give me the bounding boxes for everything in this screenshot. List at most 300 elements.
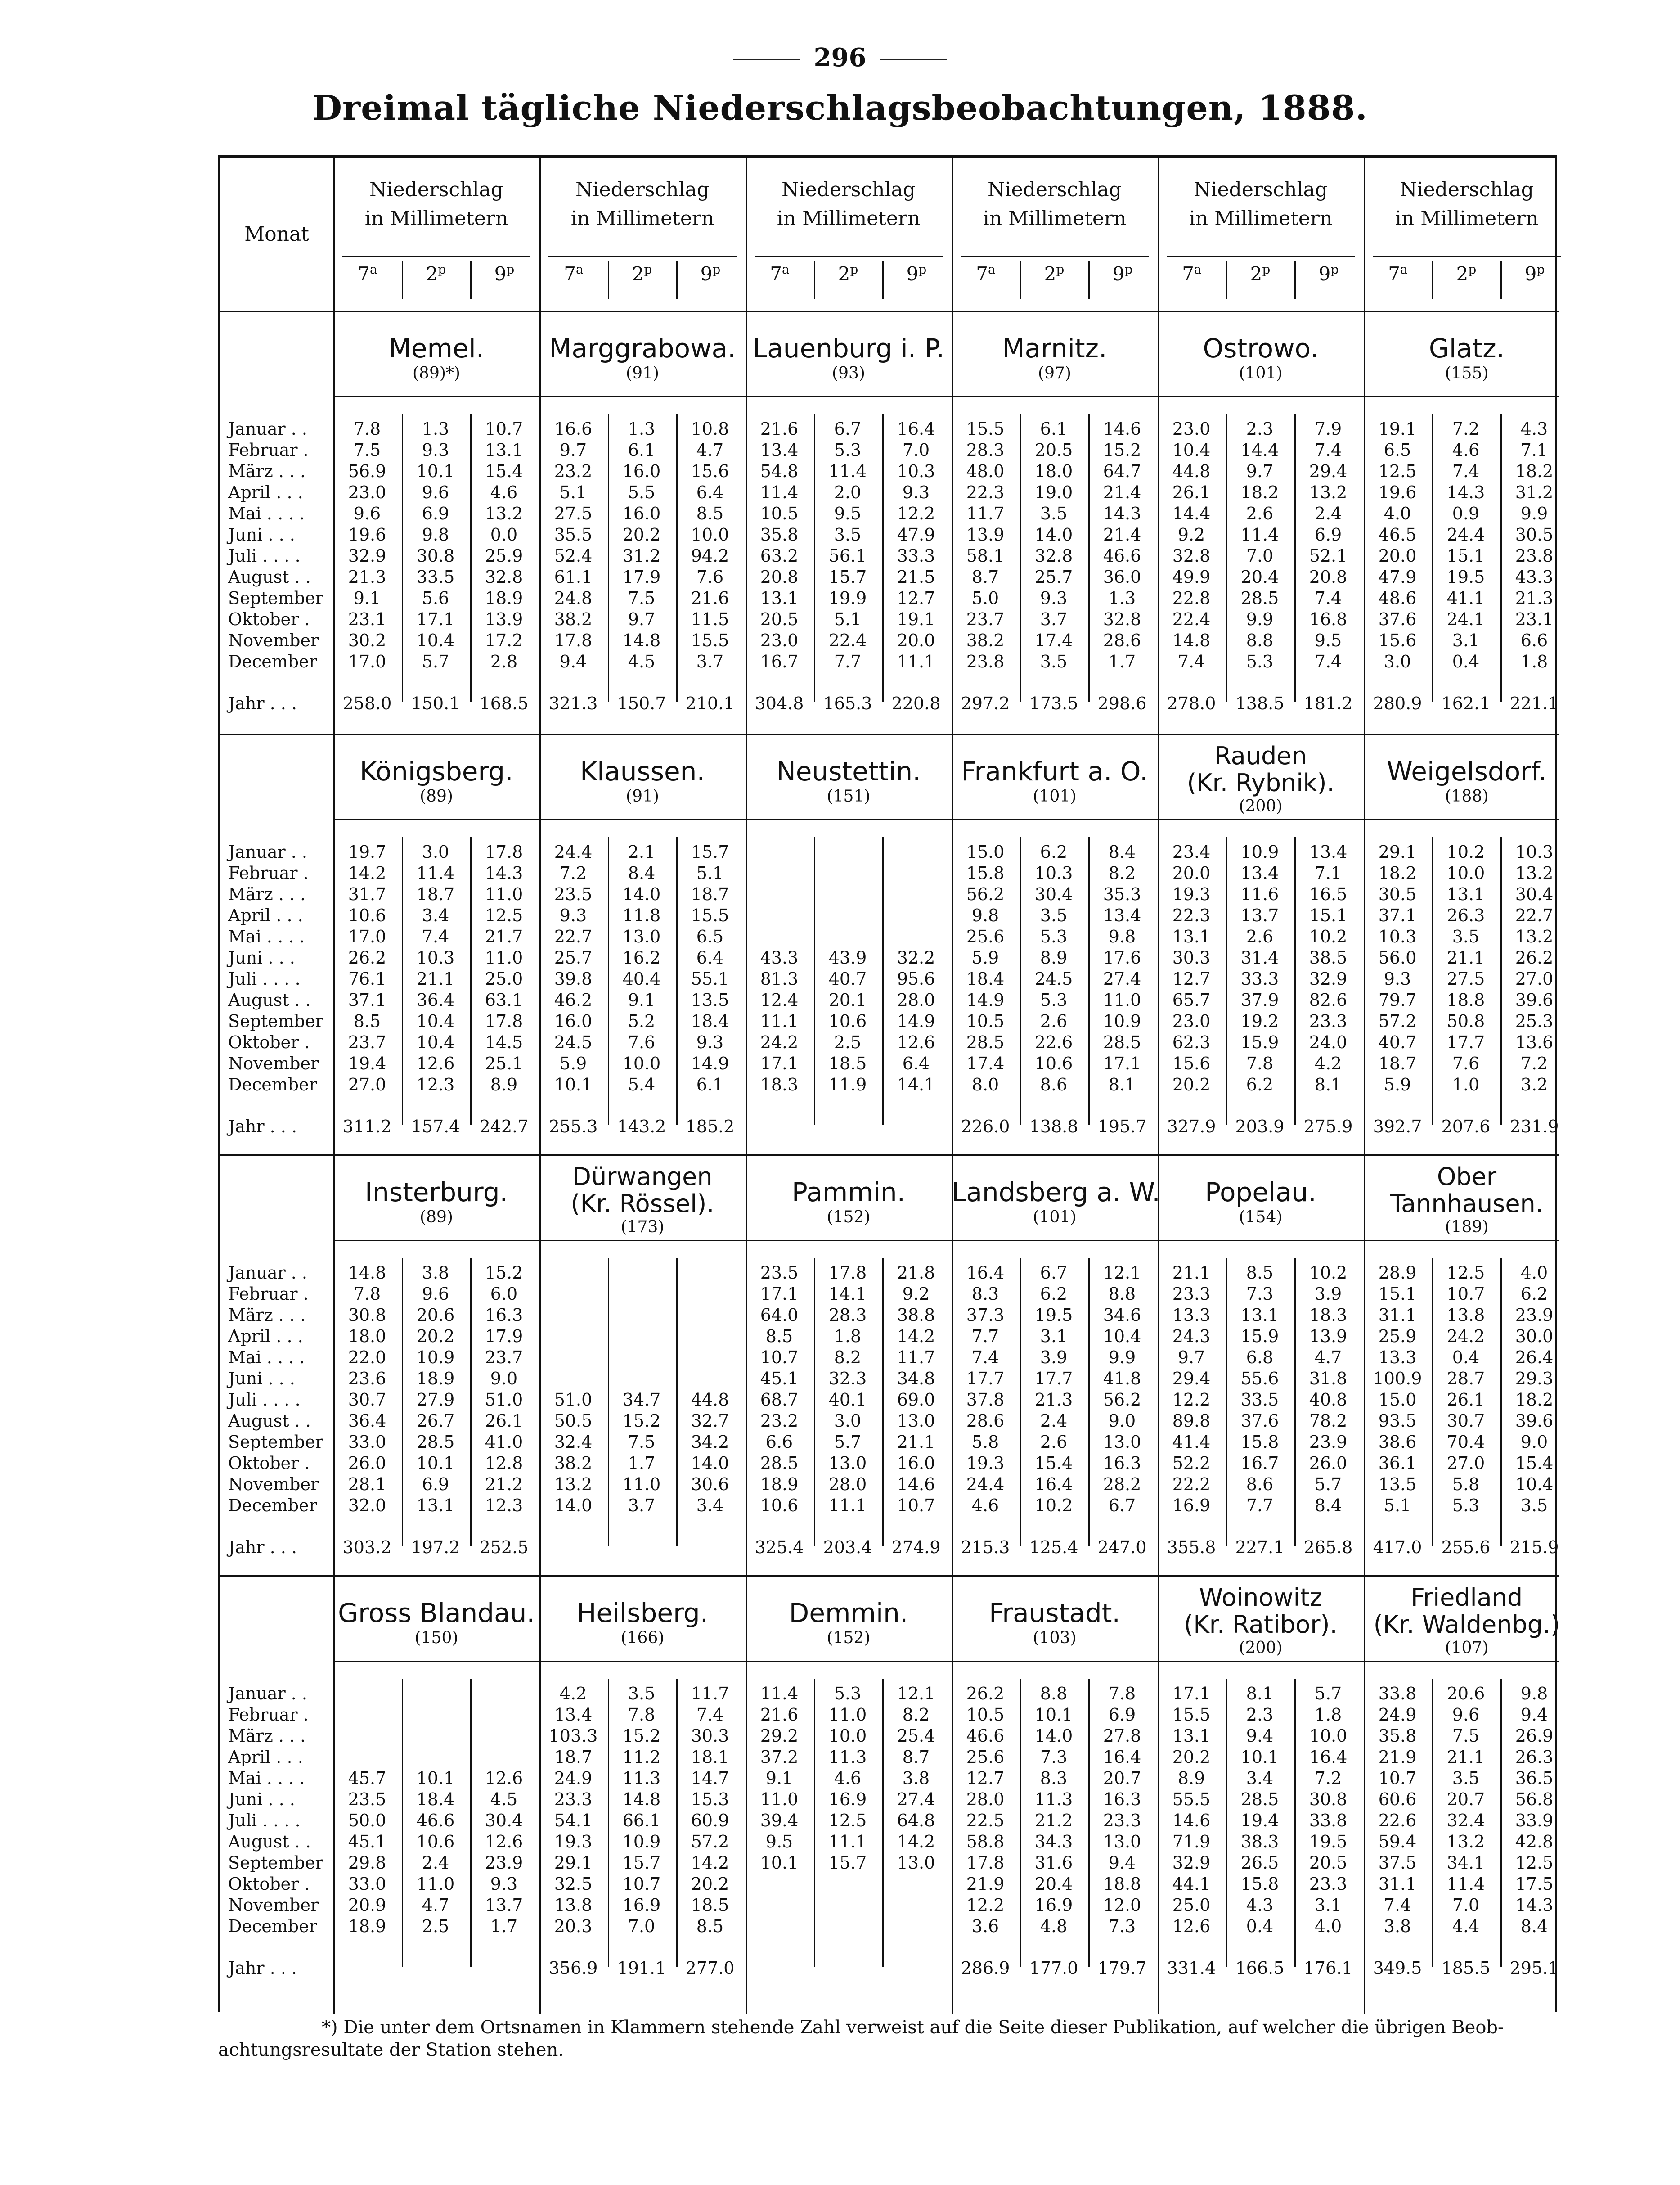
value-cell: 14.8 [348, 1263, 386, 1283]
month-label: Februar . [228, 1284, 309, 1304]
value-cell: 32.9 [348, 546, 386, 566]
value-cell: 23.3 [554, 1789, 593, 1809]
value-cell: 8.1 [1108, 1075, 1136, 1095]
value-cell: 0.0 [490, 525, 518, 545]
niederschlag-header [1364, 176, 1570, 233]
month-label: März . . . [228, 1726, 306, 1746]
value-cell: 17.0 [348, 927, 386, 946]
value-cell: 31.7 [348, 884, 386, 904]
value-cell: 8.1 [1246, 1684, 1274, 1703]
unit-label: in Millimetern [777, 207, 921, 230]
niederschlag-label: Niederschlag [988, 178, 1122, 201]
value-cell: 15.4 [1515, 1453, 1554, 1473]
column-header: 7$^a$ [1182, 262, 1202, 285]
station-name: Fraustadt. [989, 1598, 1120, 1628]
value-cell: 7.4 [1177, 652, 1205, 671]
value-cell: 10.7 [760, 1347, 799, 1367]
value-cell: 55.1 [691, 969, 729, 989]
value-cell: 13.7 [1240, 906, 1279, 925]
value-cell: 11.4 [1446, 1874, 1485, 1894]
station-header [1364, 756, 1570, 806]
value-cell: 12.5 [1446, 1263, 1485, 1283]
value-cell: 14.2 [897, 1326, 935, 1346]
value-cell: 14.7 [691, 1768, 729, 1788]
value-cell: 13.8 [1446, 1305, 1485, 1325]
value-cell: 14.0 [691, 1453, 729, 1473]
value-cell: 9.9 [1246, 609, 1274, 629]
value-cell: 33.5 [1240, 1390, 1279, 1410]
value-cell: 12.8 [485, 1453, 523, 1473]
value-cell: 10.8 [691, 419, 729, 439]
value-cell: 20.8 [1309, 567, 1348, 587]
station-label-rule [333, 819, 1559, 820]
month-label: December [228, 1496, 317, 1515]
value-cell: 10.4 [1515, 1474, 1554, 1494]
year-total-cell: 177.0 [1029, 1958, 1078, 1978]
value-cell: 56.0 [1378, 948, 1417, 968]
value-cell: 7.4 [422, 927, 449, 946]
value-cell: 32.5 [554, 1874, 593, 1894]
value-cell: 10.7 [622, 1874, 661, 1894]
value-cell: 26.9 [1515, 1726, 1554, 1746]
year-total-cell: 207.6 [1441, 1117, 1491, 1136]
station-header [539, 1163, 746, 1237]
niederschlag-label: Niederschlag [782, 178, 916, 201]
value-cell: 10.2 [1309, 1263, 1348, 1283]
value-cell: 17.4 [1034, 631, 1073, 650]
station-header [1364, 1163, 1570, 1237]
value-cell: 12.5 [1378, 461, 1417, 481]
year-total-cell: 138.5 [1235, 694, 1285, 713]
value-cell: 10.6 [348, 906, 386, 925]
month-label: April . . . [228, 1747, 303, 1767]
value-cell: 34.3 [1034, 1832, 1073, 1852]
station-page-ref: (89) [420, 787, 453, 806]
value-cell: 20.0 [1172, 863, 1211, 883]
value-cell: 26.1 [485, 1411, 523, 1431]
value-cell: 10.1 [1034, 1705, 1073, 1725]
value-cell: 23.4 [1172, 842, 1211, 862]
station-page-ref: (155) [1445, 364, 1489, 383]
value-cell: 10.5 [966, 1011, 1005, 1031]
value-cell: 8.5 [1246, 1263, 1274, 1283]
value-cell: 5.3 [1452, 1496, 1480, 1515]
value-cell: 7.1 [1520, 440, 1548, 460]
value-cell: 12.1 [897, 1684, 935, 1703]
value-cell: 30.4 [1034, 884, 1073, 904]
value-cell: 23.0 [348, 482, 386, 502]
value-cell: 24.4 [966, 1474, 1005, 1494]
monat-header: Monat [244, 223, 309, 246]
column-header: 2$^p$ [632, 262, 652, 285]
year-label: Jahr . . . [228, 1958, 297, 1978]
value-cell: 29.2 [760, 1726, 799, 1746]
value-cell: 46.2 [554, 990, 593, 1010]
value-cell: 10.5 [760, 504, 799, 523]
station-page-ref: (173) [620, 1218, 665, 1236]
month-label: Juli . . . . [228, 1390, 301, 1410]
value-cell: 16.9 [828, 1789, 867, 1809]
niederschlag-header [952, 176, 1158, 233]
value-cell: 29.4 [1309, 461, 1348, 481]
value-cell: 15.8 [966, 863, 1005, 883]
year-total-cell: 265.8 [1303, 1537, 1353, 1557]
value-cell: 28.3 [966, 440, 1005, 460]
value-cell: 32.8 [1034, 546, 1073, 566]
value-cell: 38.5 [1309, 948, 1348, 968]
value-cell: 33.9 [1515, 1811, 1554, 1830]
value-cell: 26.0 [1309, 1453, 1348, 1473]
unit-label: in Millimetern [364, 207, 508, 230]
value-cell: 9.3 [1040, 588, 1068, 608]
value-cell: 15.7 [622, 1853, 661, 1873]
year-total-cell: 197.2 [411, 1537, 460, 1557]
value-cell: 30.2 [348, 631, 386, 650]
value-cell: 3.8 [1384, 1916, 1411, 1936]
year-total-cell: 311.2 [342, 1117, 392, 1136]
station-page-ref: (89)*) [413, 364, 460, 383]
year-total-cell: 143.2 [617, 1117, 666, 1136]
year-total-cell: 231.9 [1509, 1117, 1559, 1136]
value-cell: 20.7 [1103, 1768, 1141, 1788]
value-cell: 14.3 [485, 863, 523, 883]
value-cell: 9.2 [902, 1284, 930, 1304]
value-cell: 9.9 [1520, 504, 1548, 523]
value-cell: 3.5 [1040, 504, 1068, 523]
value-cell: 10.3 [1515, 842, 1554, 862]
column-header: 7$^a$ [770, 262, 790, 285]
value-cell: 60.9 [691, 1811, 729, 1830]
value-cell: 3.8 [422, 1263, 449, 1283]
year-total-cell: 356.9 [548, 1958, 598, 1978]
value-cell: 11.3 [1034, 1789, 1073, 1809]
station-name: Dürwangen [572, 1162, 713, 1191]
value-cell: 21.7 [485, 927, 523, 946]
value-cell: 33.0 [348, 1874, 386, 1894]
value-cell: 13.2 [1515, 863, 1554, 883]
value-cell: 10.1 [416, 1453, 455, 1473]
value-cell: 13.2 [485, 504, 523, 523]
value-cell: 14.3 [1446, 482, 1485, 502]
value-cell: 26.7 [416, 1411, 455, 1431]
month-label: Februar . [228, 863, 309, 883]
value-cell: 27.0 [1515, 969, 1554, 989]
station-page-ref: (152) [827, 1208, 871, 1226]
value-cell: 24.5 [1034, 969, 1073, 989]
value-cell: 13.4 [1240, 863, 1279, 883]
value-cell: 3.7 [628, 1496, 656, 1515]
value-cell: 14.9 [966, 990, 1005, 1010]
value-cell: 7.2 [1314, 1768, 1342, 1788]
value-cell: 4.2 [1314, 1054, 1342, 1073]
value-cell: 9.1 [628, 990, 656, 1010]
value-cell: 56.1 [828, 546, 867, 566]
year-total-cell: 221.1 [1509, 694, 1559, 713]
value-cell: 12.6 [897, 1032, 935, 1052]
value-cell: 7.7 [834, 652, 862, 671]
value-cell: 3.0 [834, 1411, 862, 1431]
year-total-cell: 325.4 [755, 1537, 804, 1557]
value-cell: 26.2 [966, 1684, 1005, 1703]
value-cell: 1.8 [1520, 652, 1548, 671]
value-cell: 93.5 [1378, 1411, 1417, 1431]
value-cell: 1.3 [628, 419, 656, 439]
value-cell: 41.1 [1446, 588, 1485, 608]
value-cell: 10.4 [416, 631, 455, 650]
value-cell: 14.6 [897, 1474, 935, 1494]
value-cell: 9.7 [559, 440, 587, 460]
value-cell: 12.2 [897, 504, 935, 523]
value-cell: 17.4 [966, 1054, 1005, 1073]
value-cell: 20.4 [1240, 567, 1279, 587]
value-cell: 15.7 [691, 842, 729, 862]
station-header [952, 333, 1158, 383]
value-cell: 52.2 [1172, 1453, 1211, 1473]
value-cell: 11.3 [828, 1747, 867, 1767]
station-header [333, 1598, 539, 1648]
value-cell: 27.9 [416, 1390, 455, 1410]
value-cell: 37.1 [348, 990, 386, 1010]
value-cell: 40.7 [828, 969, 867, 989]
value-cell: 17.1 [760, 1284, 799, 1304]
station-page-ref: (97) [1038, 364, 1071, 383]
value-cell: 29.3 [1515, 1369, 1554, 1388]
value-cell: 20.2 [1172, 1075, 1211, 1095]
station-name: Ostrowo. [1203, 333, 1319, 364]
column-header: 9$^p$ [1318, 262, 1339, 285]
value-cell: 25.0 [1172, 1895, 1211, 1915]
station-name: Glatz. [1428, 333, 1505, 364]
value-cell: 4.3 [1520, 419, 1548, 439]
value-cell: 94.2 [691, 546, 729, 566]
value-cell: 3.5 [1520, 1496, 1548, 1515]
value-cell: 13.4 [554, 1705, 593, 1725]
value-cell: 29.1 [1378, 842, 1417, 862]
value-cell: 14.2 [691, 1853, 729, 1873]
value-cell: 16.4 [1309, 1747, 1348, 1767]
value-cell: 55.5 [1172, 1789, 1211, 1809]
value-cell: 37.6 [1240, 1411, 1279, 1431]
value-cell: 5.9 [559, 1054, 587, 1073]
value-cell: 51.0 [485, 1390, 523, 1410]
station-page-ref: (188) [1445, 787, 1489, 806]
value-cell: 79.7 [1378, 990, 1417, 1010]
station-page-ref: (152) [827, 1629, 871, 1647]
subheader-rule [1167, 256, 1355, 257]
month-label: Mai . . . . [228, 1347, 305, 1367]
value-cell: 12.6 [485, 1768, 523, 1788]
value-cell: 2.0 [834, 482, 862, 502]
value-cell: 7.8 [353, 1284, 381, 1304]
value-cell: 13.2 [554, 1474, 593, 1494]
value-cell: 13.9 [966, 525, 1005, 545]
value-cell: 61.1 [554, 567, 593, 587]
value-cell: 32.8 [1172, 546, 1211, 566]
value-cell: 8.4 [1314, 1496, 1342, 1515]
value-cell: 42.8 [1515, 1832, 1554, 1852]
value-cell: 103.3 [548, 1726, 598, 1746]
value-cell: 9.8 [422, 525, 449, 545]
value-cell: 46.6 [416, 1811, 455, 1830]
value-cell: 10.9 [622, 1832, 661, 1852]
month-label: April . . . [228, 1326, 303, 1346]
value-cell: 17.7 [966, 1369, 1005, 1388]
value-cell: 8.7 [902, 1747, 930, 1767]
value-cell: 14.1 [828, 1284, 867, 1304]
station-page-ref: (91) [626, 787, 659, 806]
station-name: Rauden [1214, 742, 1307, 770]
year-total-cell: 252.5 [479, 1537, 529, 1557]
value-cell: 5.2 [628, 1011, 656, 1031]
value-cell: 12.5 [1515, 1853, 1554, 1873]
value-cell: 3.1 [1452, 631, 1480, 650]
value-cell: 16.8 [1309, 609, 1348, 629]
station-page-ref: (91) [626, 364, 659, 383]
year-total-cell: 255.6 [1441, 1537, 1491, 1557]
value-cell: 16.3 [1103, 1789, 1141, 1809]
footnote-line-1: *) Die unter dem Ortsnamen in Klammern stehende Zahl verweist auf die Seite dieser Publikation, auf welcher die übrigen Beob- [322, 2017, 1504, 2038]
station-name: Marggrabowa. [549, 333, 736, 364]
niederschlag-label: Niederschlag [1194, 178, 1328, 201]
value-cell: 15.5 [966, 419, 1005, 439]
value-cell: 15.8 [1240, 1432, 1279, 1452]
value-cell: 11.6 [1240, 884, 1279, 904]
value-cell: 2.4 [422, 1853, 449, 1873]
value-cell: 23.5 [760, 1263, 799, 1283]
value-cell: 16.0 [622, 461, 661, 481]
value-cell: 18.1 [691, 1747, 729, 1767]
value-cell: 28.3 [828, 1305, 867, 1325]
value-cell: 13.9 [1309, 1326, 1348, 1346]
station-name: Pammin. [791, 1177, 906, 1207]
value-cell: 31.8 [1309, 1369, 1348, 1388]
value-cell: 7.2 [1452, 419, 1480, 439]
value-cell: 16.4 [1034, 1474, 1073, 1494]
value-cell: 20.0 [897, 631, 935, 650]
value-cell: 7.9 [1314, 419, 1342, 439]
station-header [952, 1177, 1158, 1227]
value-cell: 22.7 [554, 927, 593, 946]
value-cell: 95.6 [897, 969, 935, 989]
value-cell: 13.7 [485, 1895, 523, 1915]
value-cell: 3.5 [1452, 1768, 1480, 1788]
value-cell: 17.0 [348, 652, 386, 671]
value-cell: 14.4 [1172, 504, 1211, 523]
station-label-rule [333, 1240, 1559, 1241]
value-cell: 15.0 [966, 842, 1005, 862]
value-cell: 32.3 [828, 1369, 867, 1388]
column-header: 7$^a$ [358, 262, 377, 285]
value-cell: 7.8 [1108, 1684, 1136, 1703]
value-cell: 15.7 [828, 567, 867, 587]
value-cell: 20.6 [1446, 1684, 1485, 1703]
value-cell: 12.5 [485, 906, 523, 925]
value-cell: 32.4 [554, 1432, 593, 1452]
value-cell: 6.7 [834, 419, 862, 439]
value-cell: 11.1 [760, 1011, 799, 1031]
value-cell: 10.2 [1309, 927, 1348, 946]
year-total-cell: 321.3 [548, 694, 598, 713]
value-cell: 26.4 [1515, 1347, 1554, 1367]
month-label: December [228, 1075, 317, 1095]
month-label: November [228, 1895, 319, 1915]
value-cell: 14.6 [1103, 419, 1141, 439]
station-header [333, 333, 539, 383]
value-cell: 2.6 [1040, 1011, 1068, 1031]
unit-label: in Millimetern [570, 207, 714, 230]
value-cell: 37.5 [1378, 1853, 1417, 1873]
value-cell: 11.3 [622, 1768, 661, 1788]
value-cell: 16.6 [554, 419, 593, 439]
station-header [539, 333, 746, 383]
value-cell: 6.9 [422, 1474, 449, 1494]
value-cell: 18.4 [691, 1011, 729, 1031]
value-cell: 28.6 [966, 1411, 1005, 1431]
value-cell: 11.0 [485, 884, 523, 904]
value-cell: 16.4 [1103, 1747, 1141, 1767]
value-cell: 8.9 [490, 1075, 518, 1095]
value-cell: 7.2 [1520, 1054, 1548, 1073]
value-cell: 14.1 [897, 1075, 935, 1095]
value-cell: 11.0 [828, 1705, 867, 1725]
value-cell: 28.9 [1378, 1263, 1417, 1283]
value-cell: 3.4 [422, 906, 449, 925]
value-cell: 36.5 [1515, 1768, 1554, 1788]
year-total-cell: 227.1 [1235, 1537, 1285, 1557]
value-cell: 19.1 [1378, 419, 1417, 439]
value-cell: 7.4 [1384, 1895, 1411, 1915]
year-total-cell: 181.2 [1303, 694, 1353, 713]
value-cell: 51.0 [554, 1390, 593, 1410]
month-label: September [228, 1011, 323, 1031]
value-cell: 5.8 [1452, 1474, 1480, 1494]
station-page-ref: (200) [1239, 797, 1283, 815]
station-header [1364, 1584, 1570, 1658]
value-cell: 18.0 [348, 1326, 386, 1346]
value-cell: 22.6 [1378, 1811, 1417, 1830]
value-cell: 50.8 [1446, 1011, 1485, 1031]
value-cell: 28.1 [348, 1474, 386, 1494]
value-cell: 69.0 [897, 1390, 935, 1410]
year-total-cell: 304.8 [755, 694, 804, 713]
value-cell: 13.1 [1240, 1305, 1279, 1325]
value-cell: 10.0 [828, 1726, 867, 1746]
value-cell: 15.1 [1446, 546, 1485, 566]
subheader-rule [961, 256, 1149, 257]
value-cell: 27.4 [1103, 969, 1141, 989]
value-cell: 9.5 [1314, 631, 1342, 650]
value-cell: 11.4 [1240, 525, 1279, 545]
value-cell: 6.4 [696, 948, 724, 968]
value-cell: 64.8 [897, 1811, 935, 1830]
station-page-ref: (166) [620, 1629, 665, 1647]
value-cell: 28.0 [828, 1474, 867, 1494]
value-cell: 10.3 [416, 948, 455, 968]
value-cell: 24.2 [1446, 1326, 1485, 1346]
value-cell: 8.0 [971, 1075, 999, 1095]
value-cell: 24.5 [554, 1032, 593, 1052]
value-cell: 22.4 [1172, 609, 1211, 629]
value-cell: 10.4 [416, 1032, 455, 1052]
value-cell: 8.2 [834, 1347, 862, 1367]
value-cell: 17.6 [1103, 948, 1141, 968]
value-cell: 15.6 [1378, 631, 1417, 650]
value-cell: 10.4 [1103, 1326, 1141, 1346]
value-cell: 10.4 [1172, 440, 1211, 460]
niederschlag-label: Niederschlag [575, 178, 710, 201]
value-cell: 81.3 [760, 969, 799, 989]
value-cell: 25.6 [966, 1747, 1005, 1767]
